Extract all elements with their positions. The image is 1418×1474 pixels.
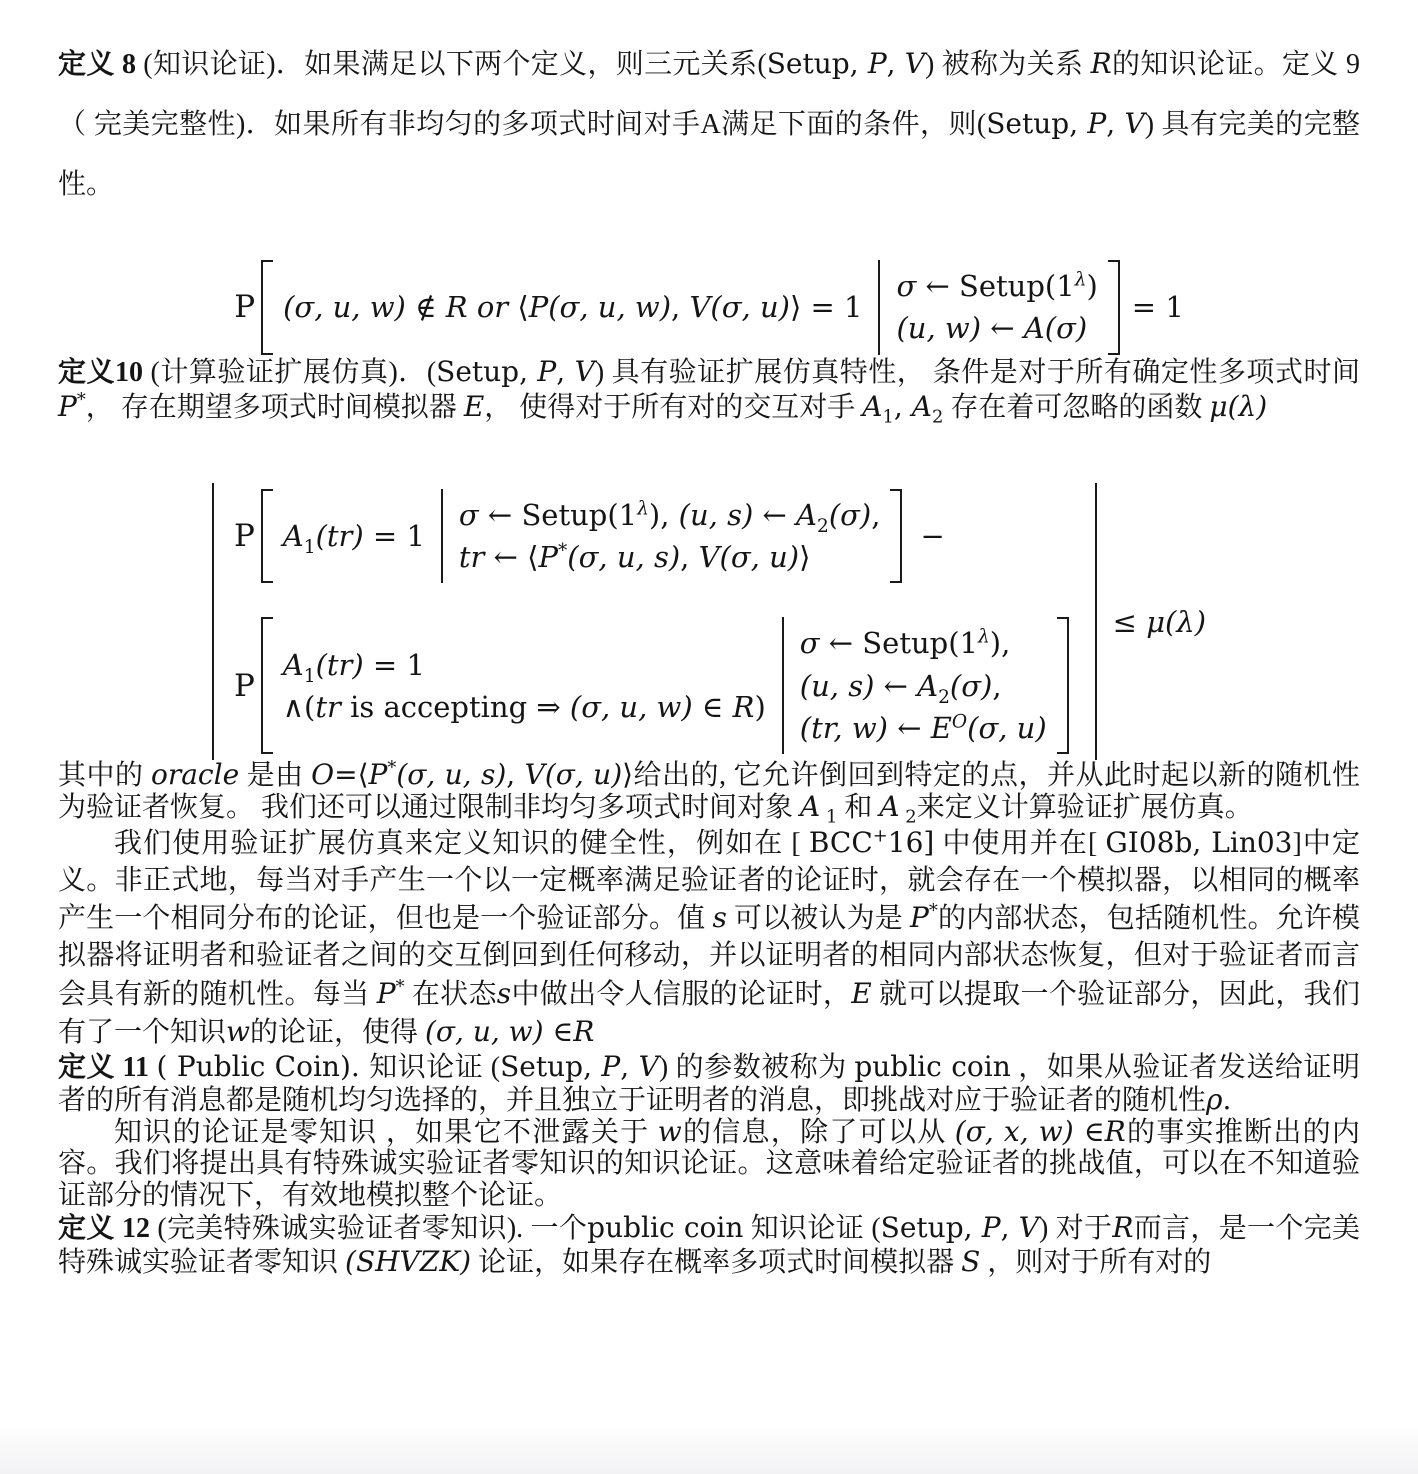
- condition-line: (u, w) ← A(σ): [896, 311, 1088, 346]
- paragraph-definition-8-9: 定义 8 (知识论证)．如果满足以下两个定义，则三元关系(Setup, P, V) 被称为关系 R的知识论证。定义 9 （ 完美完整性)．如果所有非均匀的多项式时间对手A满足下面的条件，则(Setup, P, V) 具有完美的完整性。: [58, 47, 1361, 200]
- event-line: $A_1(tr) = 1$: [282, 647, 425, 687]
- formula-event: $A_1(tr) = 1$: [282, 519, 425, 558]
- formula-event: (σ, u, w) ∉ R or ⟨P(σ, u, w), V(σ, u)⟩ = 1: [283, 290, 863, 325]
- negligible-bound: ≤ μ(λ): [1112, 604, 1207, 639]
- left-bracket: [261, 489, 273, 584]
- formula-result: = 1: [1131, 290, 1184, 325]
- paragraph-definition-12: 定义 12 (完美特殊诚实验证者零知识). 一个public coin 知识论证 (Setup, P, V) 对于R而言，是一个完美特殊诚实验证者零知识 (SHVZK) 论证，如果存在概率多项式时间模拟器 S ，则对于所有对的: [58, 1210, 1361, 1278]
- condition-stack: [800, 617, 1047, 754]
- paragraph-definition-10: 定义10 (计算验证扩展仿真)．(Setup, P, V) 具有验证扩展仿真特性， 条件是对于所有确定性多项式时间P*， 存在期望多项式时间模拟器 E， 使得对于所有对的交互对手 $A_1$, $A_2$ 存在着可忽略的函数 μ(λ): [58, 354, 1360, 428]
- formula-term-1: [234, 489, 945, 584]
- minus-operator: −: [920, 519, 945, 554]
- formula-terms-column: [214, 483, 1095, 760]
- right-bracket: [1108, 260, 1120, 355]
- right-bracket: [890, 489, 902, 584]
- condition-stack: [896, 260, 1097, 355]
- event-stack: [283, 639, 766, 734]
- condition-bar: [878, 260, 880, 355]
- probability-operator: P: [234, 289, 256, 326]
- probability-operator: P: [233, 518, 255, 555]
- paragraph-soundness-discussion: 我们使用验证扩展仿真来定义知识的健全性，例如在 [ BCC+16] 中使用并在[ GI08b, Lin03]中定义。非正式地，每当对手产生一个以一定概率满足验证者的论证时，就会存在一个模拟器，以相同的概率产生一个相同分布的论证，但也是一个验证部分。值 s 可以被认为是 P*的内部状态，包括随机性。允许模拟器将证明者和验证者之间的交互倒回到任何移动，并以证明者的相同内部状态恢复，但对于验证者而言会具有新的随机性。每当 P* 在状态s中做出令人信服的论证时，E 就可以提取一个验证部分，因此，我们有了一个知识w的论证，使得 (σ, u, w) ∈R: [58, 825, 1361, 1048]
- probability-operator: P: [233, 667, 255, 704]
- formula-perfect-completeness: [234, 260, 1184, 355]
- condition-stack: [459, 489, 881, 584]
- formula-term-2: [234, 617, 1069, 754]
- absolute-value-bar-right: [1095, 483, 1097, 760]
- event-line: ∧(tr is accepting ⇒ (σ, u, w) ∈ R): [282, 689, 766, 724]
- condition-line: tr ← ⟨P*(σ, u, s), V(σ, u)⟩: [458, 540, 811, 575]
- condition-line: σ ← $Setup(1^\lambda)$,: [799, 626, 1011, 661]
- paragraph-definition-11: 定义 11 ( Public Coin). 知识论证 (Setup, P, V) 的参数被称为 public coin ，如果从验证者发送给证明者的所有消息都是随机均匀选择的，并且独立于证明者的消息，即挑战对应于验证者的随机性ρ.: [58, 1050, 1360, 1116]
- condition-line: σ ← $Setup(1^\lambda)$, (u, s) ← $A_2(\sigma)$,: [458, 497, 881, 537]
- left-bracket: [261, 617, 273, 754]
- paragraph-zero-knowledge-note: 知识的论证是零知识 ，如果它不泄露关于 w的信息，除了可以从 (σ, x, w) ∈R的事实推断出的内容。我们将提出具有特殊诚实验证者零知识的知识论证。这意味着给定验证者的挑战值，可以在不知道验证部分的情况下，有效地模拟整个论证。: [58, 1114, 1360, 1211]
- formula-witness-extended-emulation: [212, 483, 1206, 760]
- right-bracket: [1057, 617, 1069, 754]
- condition-line: (tr, w) ← $E^O(\sigma$, u): [799, 710, 1047, 745]
- condition-bar: [441, 489, 443, 584]
- condition-line: (u, s) ← $A_2(\sigma)$,: [799, 668, 1002, 708]
- condition-bar: [782, 617, 784, 754]
- condition-line: σ ← $Setup(1^\lambda)$: [896, 269, 1098, 304]
- left-bracket: [261, 260, 273, 355]
- paragraph-oracle-note: 其中的 oracle 是由 O=⟨P*(σ, u, s), V(σ, u)⟩给出的, 它允许倒回到特定的点，并从此时起以新的随机性为验证者恢复。 我们还可以通过限制非均匀多项式时间对象 A $_1$ 和 A $_2$来定义计算验证扩展仿真。: [58, 757, 1360, 828]
